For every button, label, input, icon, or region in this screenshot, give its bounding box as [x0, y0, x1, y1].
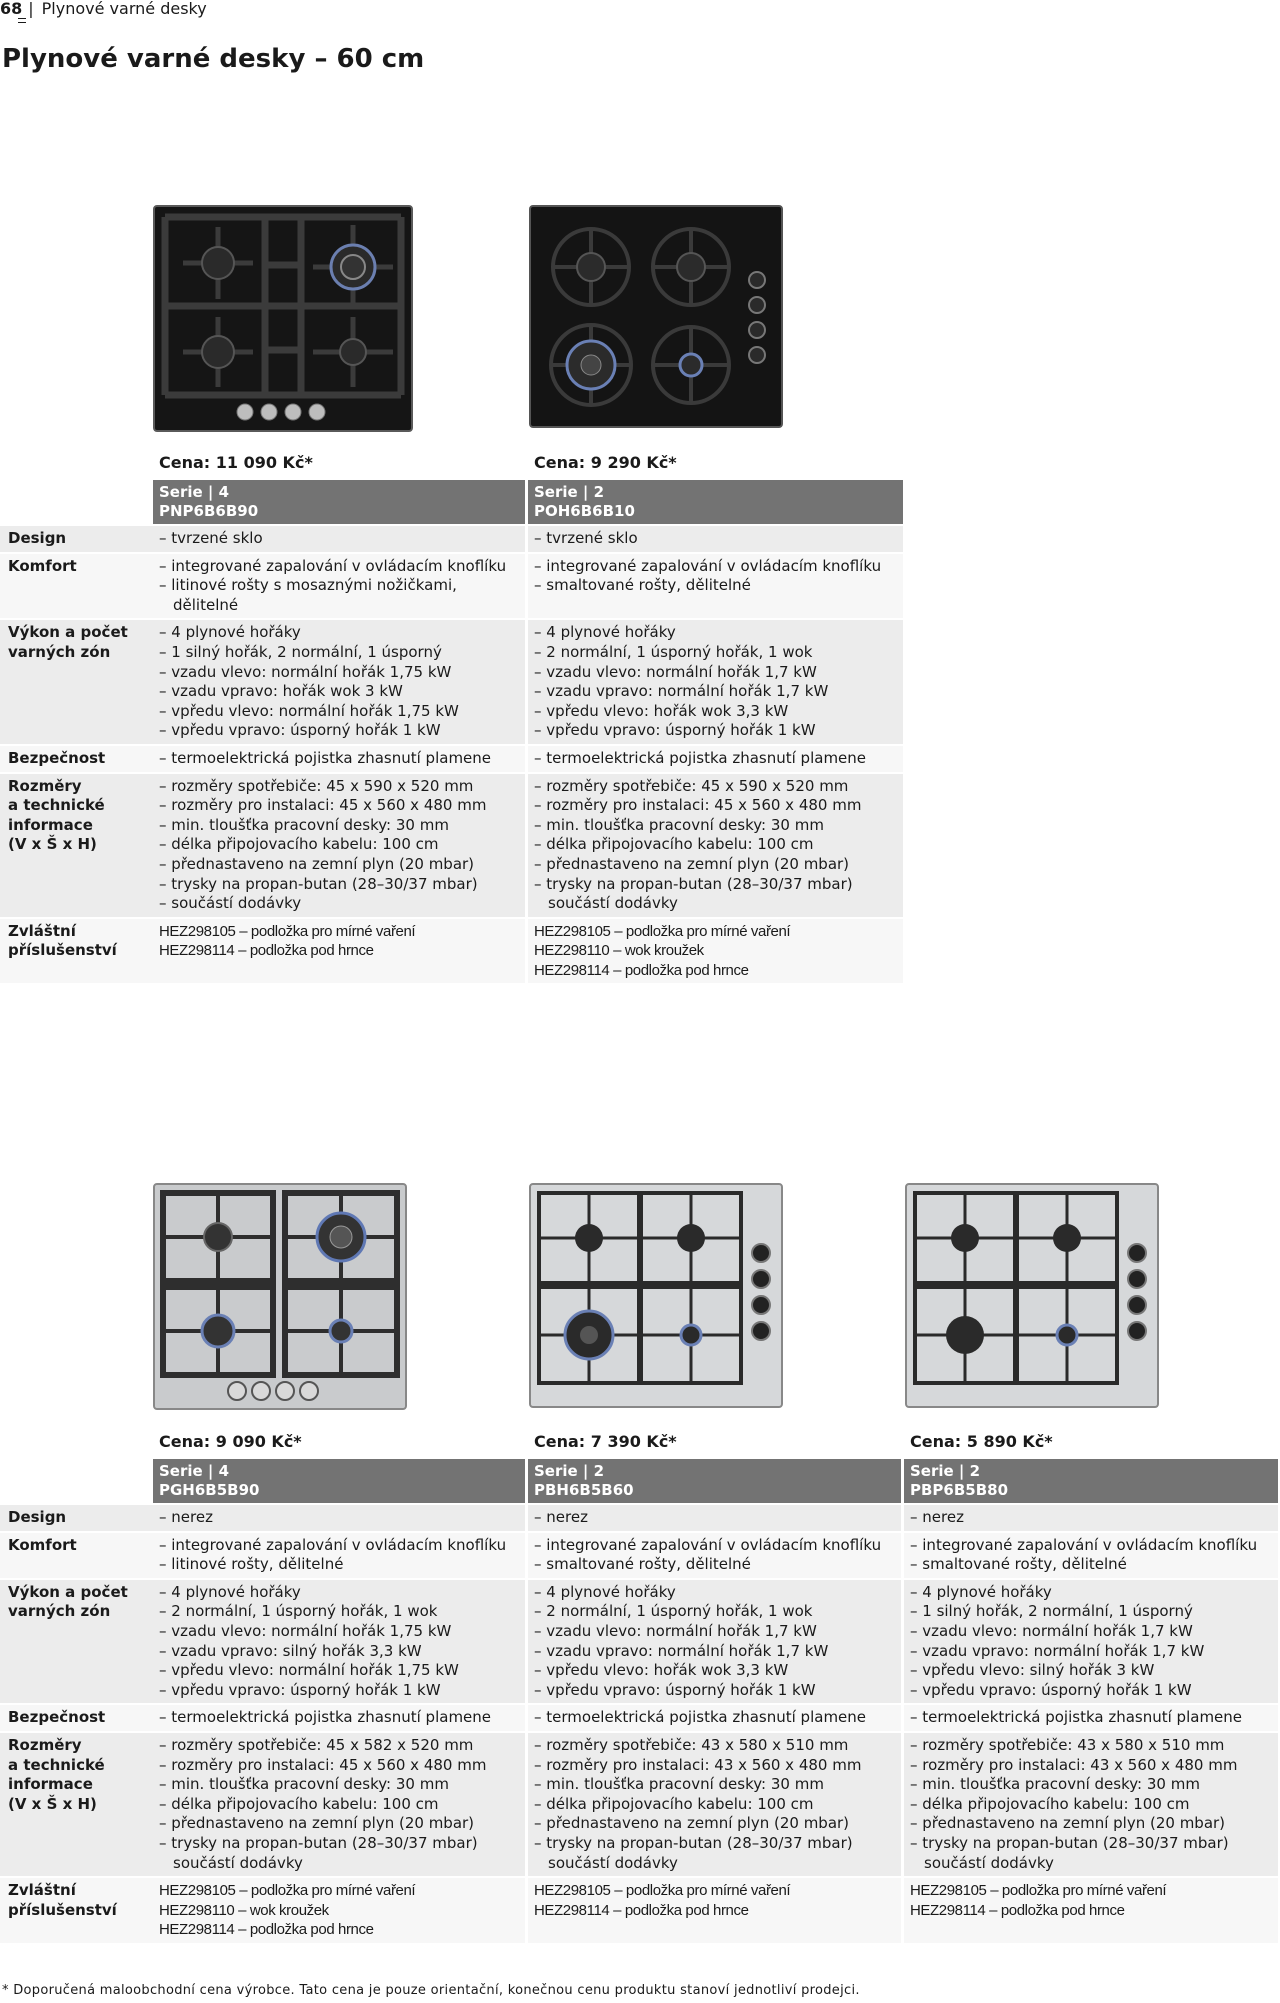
row-rozmery	[0, 1732, 1278, 1877]
price-pgh6b5b90: Cena: 9 090 Kč*	[159, 1432, 302, 1451]
row-design	[0, 1504, 1278, 1532]
price-pbp6b5b80: Cena: 5 890 Kč*	[910, 1432, 1053, 1451]
cell-design: – tvrzené sklo	[528, 525, 903, 553]
cell-prislusenstvi: HEZ298105 – podložka pro mírné vaření HEZ298110 – wok kroužek HEZ298114 – podložka pod hrnce	[528, 918, 903, 984]
row-prislusenstvi	[0, 918, 903, 984]
product-image-pbh6b5b60	[529, 1183, 783, 1408]
spec-table-top	[0, 480, 903, 983]
spec-table-bottom	[0, 1459, 1278, 1943]
serie-header-pbp6b5b80: Serie | 2 PBP6B5B80	[904, 1459, 1278, 1504]
serie-header-pgh6b5b90: Serie | 4 PGH6B5B90	[153, 1459, 525, 1504]
cell-rozmery: – rozměry spotřebiče: 43 x 580 x 510 mm – rozměry pro instalaci: 43 x 560 x 480 mm – min. tloušťka pracovní desky: 30 mm – délka připojovacího kabelu: 100 cm – přednastaveno na zemní plyn (20 mbar) – trysky na propan-butan (28–30/37 mbar) součástí dodávky	[528, 1732, 901, 1877]
row-rozmery	[0, 773, 903, 918]
cell-bezpecnost: – termoelektrická pojistka zhasnutí plamene	[153, 745, 525, 773]
label-rozmery: Rozměry a technické informace (V x Š x H)	[0, 773, 153, 918]
serie-header-poh6b6b10: Serie | 2 POH6B6B10	[528, 480, 903, 525]
cell-bezpecnost: – termoelektrická pojistka zhasnutí plamene	[528, 745, 903, 773]
serie-header-row	[0, 1459, 1278, 1504]
cell-prislusenstvi: HEZ298105 – podložka pro mírné vaření HEZ298114 – podložka pod hrnce	[153, 918, 525, 984]
row-prislusenstvi	[0, 1877, 1278, 1943]
cell-vykon: – 4 plynové hořáky – 2 normální, 1 úsporný hořák, 1 wok – vzadu vlevo: normální hořák 1,75 kW – vzadu vpravo: silný hořák 3,3 kW – vpředu vlevo: normální hořák 1,75 kW – vpředu vpravo: úsporný hořák 1 kW	[153, 1579, 525, 1705]
price-poh6b6b10: Cena: 9 290 Kč*	[534, 453, 677, 472]
row-komfort	[0, 1532, 1278, 1579]
cell-prislusenstvi: HEZ298105 – podložka pro mírné vaření HEZ298114 – podložka pod hrnce	[904, 1877, 1278, 1943]
cell-komfort: – integrované zapalování v ovládacím knoflíku – smaltované rošty, dělitelné	[904, 1532, 1278, 1579]
product-image-pgh6b5b90	[153, 1183, 407, 1410]
section-name: Plynové varné desky	[41, 0, 207, 18]
row-bezpecnost	[0, 1704, 1278, 1732]
cell-design: – nerez	[153, 1504, 525, 1532]
cell-design: – tvrzené sklo	[153, 525, 525, 553]
product-image-poh6b6b10	[529, 205, 783, 428]
cell-vykon: – 4 plynové hořáky – 2 normální, 1 úsporný hořák, 1 wok – vzadu vlevo: normální hořák 1,7 kW – vzadu vpravo: normální hořák 1,7 kW – vpředu vlevo: hořák wok 3,3 kW – vpředu vpravo: úsporný hořák 1 kW	[528, 1579, 901, 1705]
label-prislusenstvi: Zvláštní příslušenství	[0, 1877, 153, 1943]
cell-komfort: – integrované zapalování v ovládacím knoflíku – litinové rošty s mosaznými nožičkami, dělitelné	[153, 553, 525, 620]
product-image-pbp6b5b80	[905, 1183, 1159, 1408]
cell-design: – nerez	[528, 1504, 901, 1532]
label-vykon: Výkon a počet varných zón	[0, 1579, 153, 1705]
row-komfort	[0, 553, 903, 620]
row-design	[0, 525, 903, 553]
page-title: Plynové varné desky – 60 cm	[2, 44, 425, 74]
cell-rozmery: – rozměry spotřebiče: 45 x 590 x 520 mm – rozměry pro instalaci: 45 x 560 x 480 mm – min. tloušťka pracovní desky: 30 mm – délka připojovacího kabelu: 100 cm – přednastaveno na zemní plyn (20 mbar) – trysky na propan-butan (28–30/37 mbar) – součástí dodávky	[153, 773, 525, 918]
serie-header-pnp6b6b90: Serie | 4 PNP6B6B90	[153, 480, 525, 525]
label-vykon: Výkon a počet varných zón	[0, 619, 153, 745]
label-bezpecnost: Bezpečnost	[0, 1704, 153, 1732]
label-rozmery: Rozměry a technické informace (V x Š x H)	[0, 1732, 153, 1877]
label-komfort: Komfort	[0, 1532, 153, 1579]
cell-prislusenstvi: HEZ298105 – podložka pro mírné vaření HEZ298110 – wok kroužek HEZ298114 – podložka pod hrnce	[153, 1877, 525, 1943]
cell-bezpecnost: – termoelektrická pojistka zhasnutí plamene	[904, 1704, 1278, 1732]
label-design: Design	[0, 1504, 153, 1532]
cell-komfort: – integrované zapalování v ovládacím knoflíku – smaltované rošty, dělitelné	[528, 1532, 901, 1579]
cell-vykon: – 4 plynové hořáky – 2 normální, 1 úsporný hořák, 1 wok – vzadu vlevo: normální hořák 1,7 kW – vzadu vpravo: normální hořák 1,7 kW – vpředu vlevo: hořák wok 3,3 kW – vpředu vpravo: úsporný hořák 1 kW	[528, 619, 903, 745]
serie-header-pbh6b5b60: Serie | 2 PBH6B5B60	[528, 1459, 901, 1504]
cell-design: – nerez	[904, 1504, 1278, 1532]
product-image-pnp6b6b90	[153, 205, 413, 432]
label-bezpecnost: Bezpečnost	[0, 745, 153, 773]
footnote: * Doporučená maloobchodní cena výrobce. Tato cena je pouze orientační, konečnou cenu produktu stanoví jednotliví prodejci.	[2, 1983, 860, 1998]
page-header: 68 | Plynové varné desky	[0, 0, 207, 18]
row-bezpecnost	[0, 745, 903, 773]
price-pnp6b6b90: Cena: 11 090 Kč*	[159, 453, 313, 472]
cell-bezpecnost: – termoelektrická pojistka zhasnutí plamene	[528, 1704, 901, 1732]
row-vykon	[0, 1579, 1278, 1705]
label-komfort: Komfort	[0, 553, 153, 620]
serie-header-row	[0, 480, 903, 525]
cell-komfort: – integrované zapalování v ovládacím knoflíku – litinové rošty, dělitelné	[153, 1532, 525, 1579]
price-pbh6b5b60: Cena: 7 390 Kč*	[534, 1432, 677, 1451]
cell-prislusenstvi: HEZ298105 – podložka pro mírné vaření HEZ298114 – podložka pod hrnce	[528, 1877, 901, 1943]
cell-rozmery: – rozměry spotřebiče: 45 x 582 x 520 mm – rozměry pro instalaci: 45 x 560 x 480 mm – min. tloušťka pracovní desky: 30 mm – délka připojovacího kabelu: 100 cm – přednastaveno na zemní plyn (20 mbar) – trysky na propan-butan (28–30/37 mbar) součástí dodávky	[153, 1732, 525, 1877]
cell-rozmery: – rozměry spotřebiče: 43 x 580 x 510 mm – rozměry pro instalaci: 43 x 560 x 480 mm – min. tloušťka pracovní desky: 30 mm – délka připojovacího kabelu: 100 cm – přednastaveno na zemní plyn (20 mbar) – trysky na propan-butan (28–30/37 mbar) součástí dodávky	[904, 1732, 1278, 1877]
page-number: 68	[0, 0, 23, 18]
page-number-underline	[18, 18, 26, 23]
cell-vykon: – 4 plynové hořáky – 1 silný hořák, 2 normální, 1 úsporný – vzadu vlevo: normální hořák 1,75 kW – vzadu vpravo: hořák wok 3 kW – vpředu vlevo: normální hořák 1,75 kW – vpředu vpravo: úsporný hořák 1 kW	[153, 619, 525, 745]
cell-rozmery: – rozměry spotřebiče: 45 x 590 x 520 mm – rozměry pro instalaci: 45 x 560 x 480 mm – min. tloušťka pracovní desky: 30 mm – délka připojovacího kabelu: 100 cm – přednastaveno na zemní plyn (20 mbar) – trysky na propan-butan (28–30/37 mbar) součástí dodávky	[528, 773, 903, 918]
cell-komfort: – integrované zapalování v ovládacím knoflíku – smaltované rošty, dělitelné	[528, 553, 903, 620]
row-vykon	[0, 619, 903, 745]
label-prislusenstvi: Zvláštní příslušenství	[0, 918, 153, 984]
cell-bezpecnost: – termoelektrická pojistka zhasnutí plamene	[153, 1704, 525, 1732]
label-design: Design	[0, 525, 153, 553]
cell-vykon: – 4 plynové hořáky – 1 silný hořák, 2 normální, 1 úsporný – vzadu vlevo: normální hořák 1,7 kW – vzadu vpravo: normální hořák 1,7 kW – vpředu vlevo: silný hořák 3 kW – vpředu vpravo: úsporný hořák 1 kW	[904, 1579, 1278, 1705]
